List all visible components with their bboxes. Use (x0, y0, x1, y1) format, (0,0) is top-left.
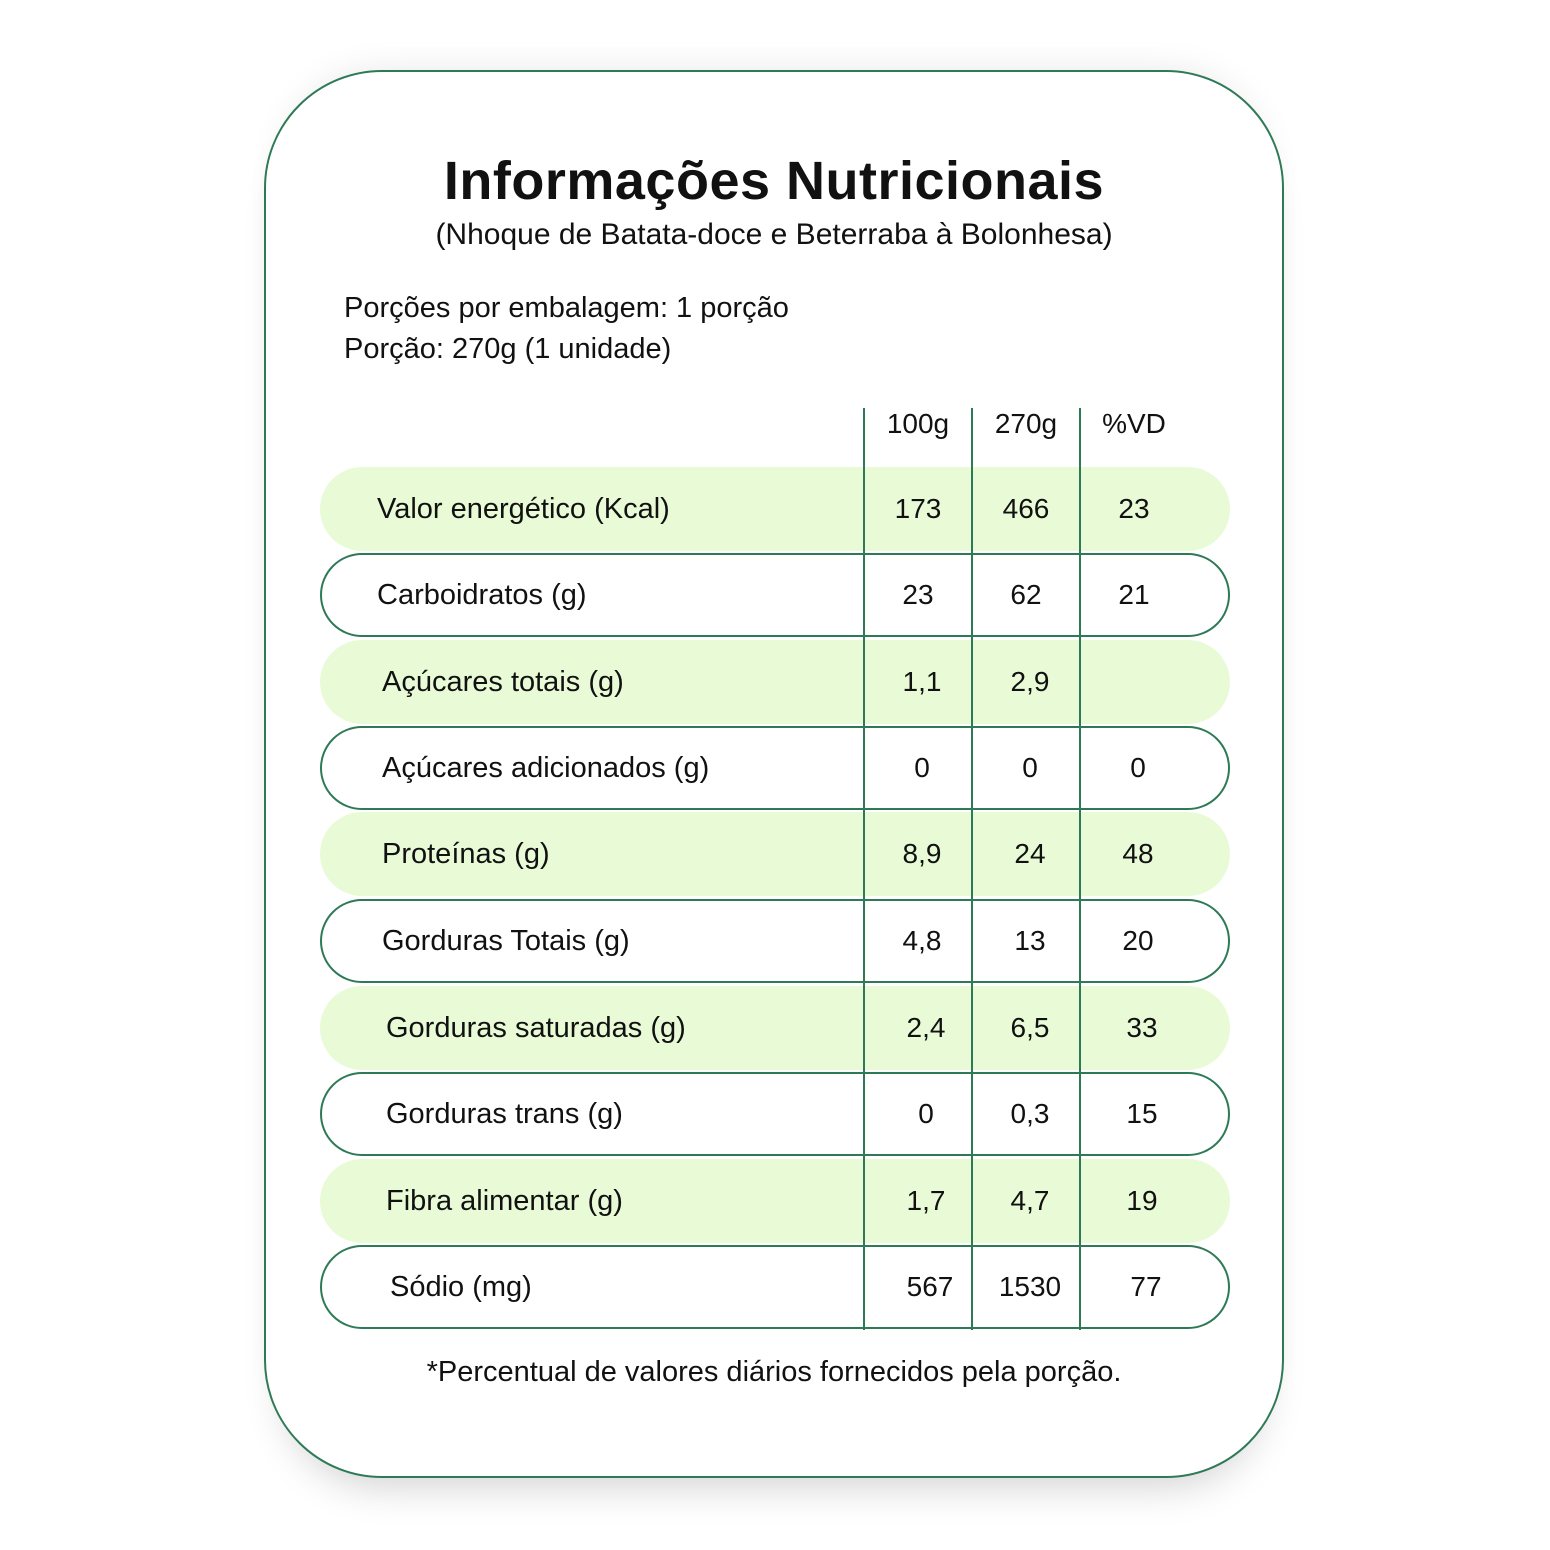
column-divider (971, 408, 973, 1330)
cell-vd: 21 (1118, 579, 1150, 610)
row-label: Fibra alimentar (g) (386, 1184, 623, 1217)
serving-size: Porção: 270g (1 unidade) (344, 333, 672, 365)
cell-270g: 0,3 (1010, 1098, 1050, 1129)
row-label: Proteínas (g) (382, 837, 550, 870)
product-subtitle: (Nhoque de Batata-doce e Beterraba à Bolonhesa) (435, 218, 1113, 251)
row-label: Açúcares totais (g) (382, 665, 624, 698)
cell-vd: 15 (1126, 1098, 1158, 1129)
table-row (320, 812, 1230, 896)
cell-270g: 4,7 (1010, 1185, 1050, 1216)
table-row (320, 986, 1230, 1070)
cell-vd: 23 (1118, 493, 1150, 524)
cell-100g: 1,7 (906, 1185, 946, 1216)
page-title: Informações Nutricionais (443, 151, 1105, 211)
cell-100g: 8,9 (902, 838, 942, 869)
cell-270g: 2,9 (1010, 666, 1050, 697)
cell-100g: 1,1 (902, 666, 942, 697)
table-row (320, 1245, 1230, 1329)
row-label: Gorduras trans (g) (386, 1097, 623, 1130)
cell-vd: 0 (1130, 752, 1146, 783)
column-header-270g: 270g (994, 408, 1058, 439)
cell-100g: 23 (902, 579, 934, 610)
table-row (320, 553, 1230, 637)
column-divider (863, 408, 865, 1330)
cell-270g: 0 (1022, 752, 1038, 783)
cell-vd: 33 (1126, 1012, 1158, 1043)
cell-vd: 20 (1122, 925, 1154, 956)
row-label: Carboidratos (g) (377, 578, 587, 611)
cell-100g: 567 (906, 1271, 954, 1302)
cell-270g: 24 (1014, 838, 1046, 869)
table-row (320, 640, 1230, 724)
cell-100g: 2,4 (906, 1012, 946, 1043)
cell-vd: 77 (1130, 1271, 1162, 1302)
table-row (320, 899, 1230, 983)
column-divider (1079, 408, 1081, 1330)
cell-100g: 0 (918, 1098, 934, 1129)
cell-270g: 62 (1010, 579, 1042, 610)
cell-vd (1084, 640, 1192, 724)
table-row (320, 467, 1230, 551)
footnote: *Percentual de valores diários fornecidos pela porção. (426, 1356, 1122, 1388)
table-row (320, 726, 1230, 810)
row-label: Valor energético (Kcal) (377, 492, 670, 525)
table-row (320, 1072, 1230, 1156)
servings-per-package: Porções por embalagem: 1 porção (344, 292, 789, 324)
cell-270g: 466 (1002, 493, 1050, 524)
cell-270g: 6,5 (1010, 1012, 1050, 1043)
cell-100g: 0 (914, 752, 930, 783)
column-header-100g: 100g (886, 408, 950, 439)
cell-vd: 19 (1126, 1185, 1158, 1216)
column-header-vd: %VD (1102, 408, 1166, 439)
row-label: Gorduras Totais (g) (382, 924, 630, 957)
table-row (320, 1159, 1230, 1243)
cell-270g: 1530 (998, 1271, 1062, 1302)
cell-270g: 13 (1014, 925, 1046, 956)
cell-100g: 173 (894, 493, 942, 524)
cell-100g: 4,8 (902, 925, 942, 956)
row-label: Sódio (mg) (390, 1270, 532, 1303)
cell-vd: 48 (1122, 838, 1154, 869)
row-label: Gorduras saturadas (g) (386, 1011, 686, 1044)
row-label: Açúcares adicionados (g) (382, 751, 710, 784)
